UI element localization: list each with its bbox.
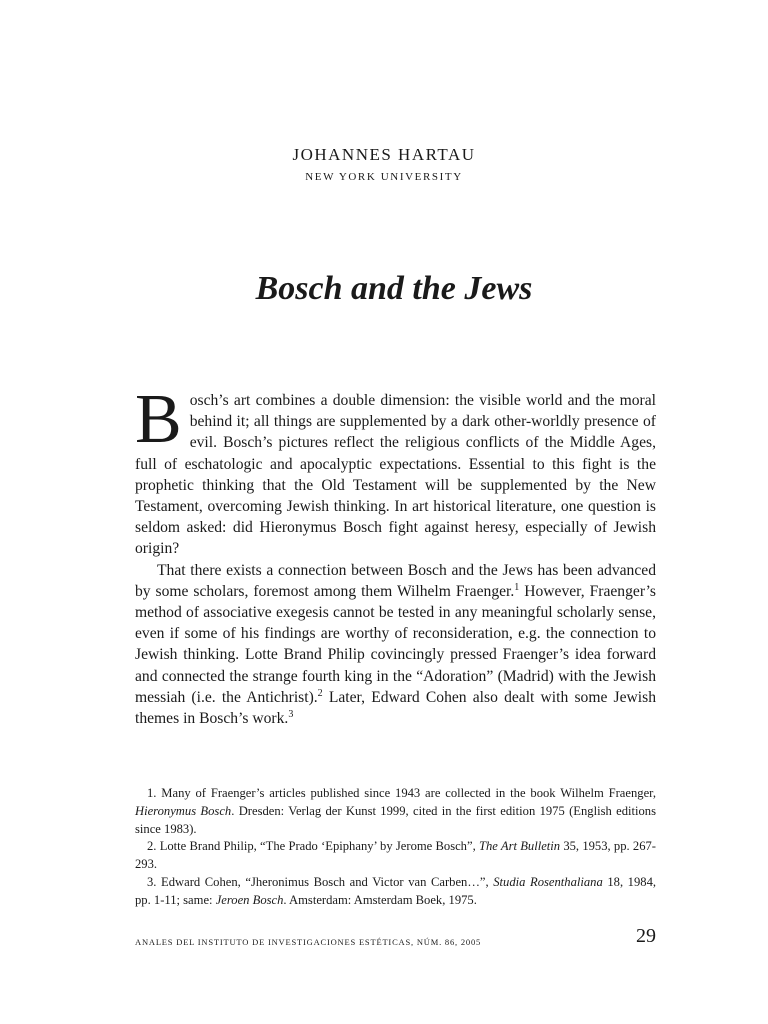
author-name: JOHANNES HARTAU bbox=[292, 145, 476, 164]
footnote-3-italic: Studia Rosenthaliana bbox=[493, 874, 603, 889]
footnote-3-text-b: 18, 1984, pp. 1-11; same: bbox=[135, 874, 657, 907]
footnote-3-text-a: 3. Edward Cohen, “Jheronimus Bosch and Victor van Carben…”, bbox=[147, 874, 494, 889]
footnote-1-text-b: . Dresden: Verlag der Kunst 1999, cited in the first edition 1975 (English editions since 1983). bbox=[135, 803, 656, 836]
footnote-ref-1[interactable]: 1 bbox=[514, 581, 520, 593]
paragraph-2 bbox=[135, 560, 656, 730]
paragraph-2-text-a: That there exists a connection between Bosch and the Jews has been advanced by some scholars, foremost among them Wilhelm Fraenger. bbox=[135, 561, 656, 600]
journal-footer: ANALES DEL INSTITUTO DE INVESTIGACIONES ESTÉTICAS, NÚM. 86, 2005 bbox=[135, 937, 482, 947]
footnote-2 bbox=[135, 838, 656, 874]
footnote-ref-2[interactable]: 2 bbox=[317, 687, 323, 699]
paragraph-1-text: osch’s art combines a double dimension: the visible world and the moral behind it; all things are supplemented by a dark other-worldly presence of evil. Bosch’s pictures reflect the religious conflicts of the Middle Ages, full of eschatologic and apocalyptic expectations. Essential to this fight is the prophetic thinking that the Old Testament will be supplemented by the New Testament, overcoming Jewish thinking. In art historical literature, one question is seldom asked: did Hieronymus Bosch fight against heresy, especially of Jewish origin? bbox=[135, 392, 656, 558]
author-affiliation: NEW YORK UNIVERSITY bbox=[305, 171, 463, 183]
paragraph-2-text-c: Later, Edward Cohen also dealt with some Jewish themes in Bosch’s work. bbox=[135, 688, 656, 728]
footnote-1-italic: Hieronymus Bosch bbox=[135, 803, 232, 818]
footnote-ref-3[interactable]: 3 bbox=[288, 708, 294, 720]
drop-cap: B bbox=[135, 381, 182, 458]
footnote-1 bbox=[135, 785, 656, 838]
article-title: Bosch and the Jews bbox=[255, 270, 533, 307]
footnote-2-text-b: 35, 1953, pp. 267-293. bbox=[135, 839, 656, 872]
footnote-3 bbox=[135, 874, 656, 910]
footnote-1-text-a: 1. Many of Fraenger’s articles published since 1943 are collected in the book Wilhelm Fraenger, bbox=[147, 786, 656, 800]
page-number: 29 bbox=[636, 925, 656, 947]
article-body bbox=[135, 381, 656, 729]
paragraph-2-text-b: However, Fraenger’s method of associative exegesis cannot be tested in any meaningful scholarly sense, even if some of his findings are worthy of reconsideration, e.g. the connection to Jewish thinking. Lotte Brand Philip covincingly pressed Fraenger’s idea forward and connected the strange fourth king in the “Adoration” (Madrid) with the Jewish messiah (i.e. the Antichrist). bbox=[135, 582, 656, 706]
footnote-3-italic-2: Jeroen Bosch bbox=[215, 892, 284, 907]
footnote-2-italic: The Art Bulletin bbox=[478, 839, 561, 854]
paragraph-1 bbox=[135, 381, 656, 560]
footnote-2-text-a: 2. Lotte Brand Philip, “The Prado ‘Epiphany’ by Jerome Bosch”, bbox=[147, 839, 479, 854]
footnotes bbox=[135, 785, 656, 910]
footnote-3-text-c: . Amsterdam: Amsterdam Boek, 1975. bbox=[283, 892, 477, 907]
